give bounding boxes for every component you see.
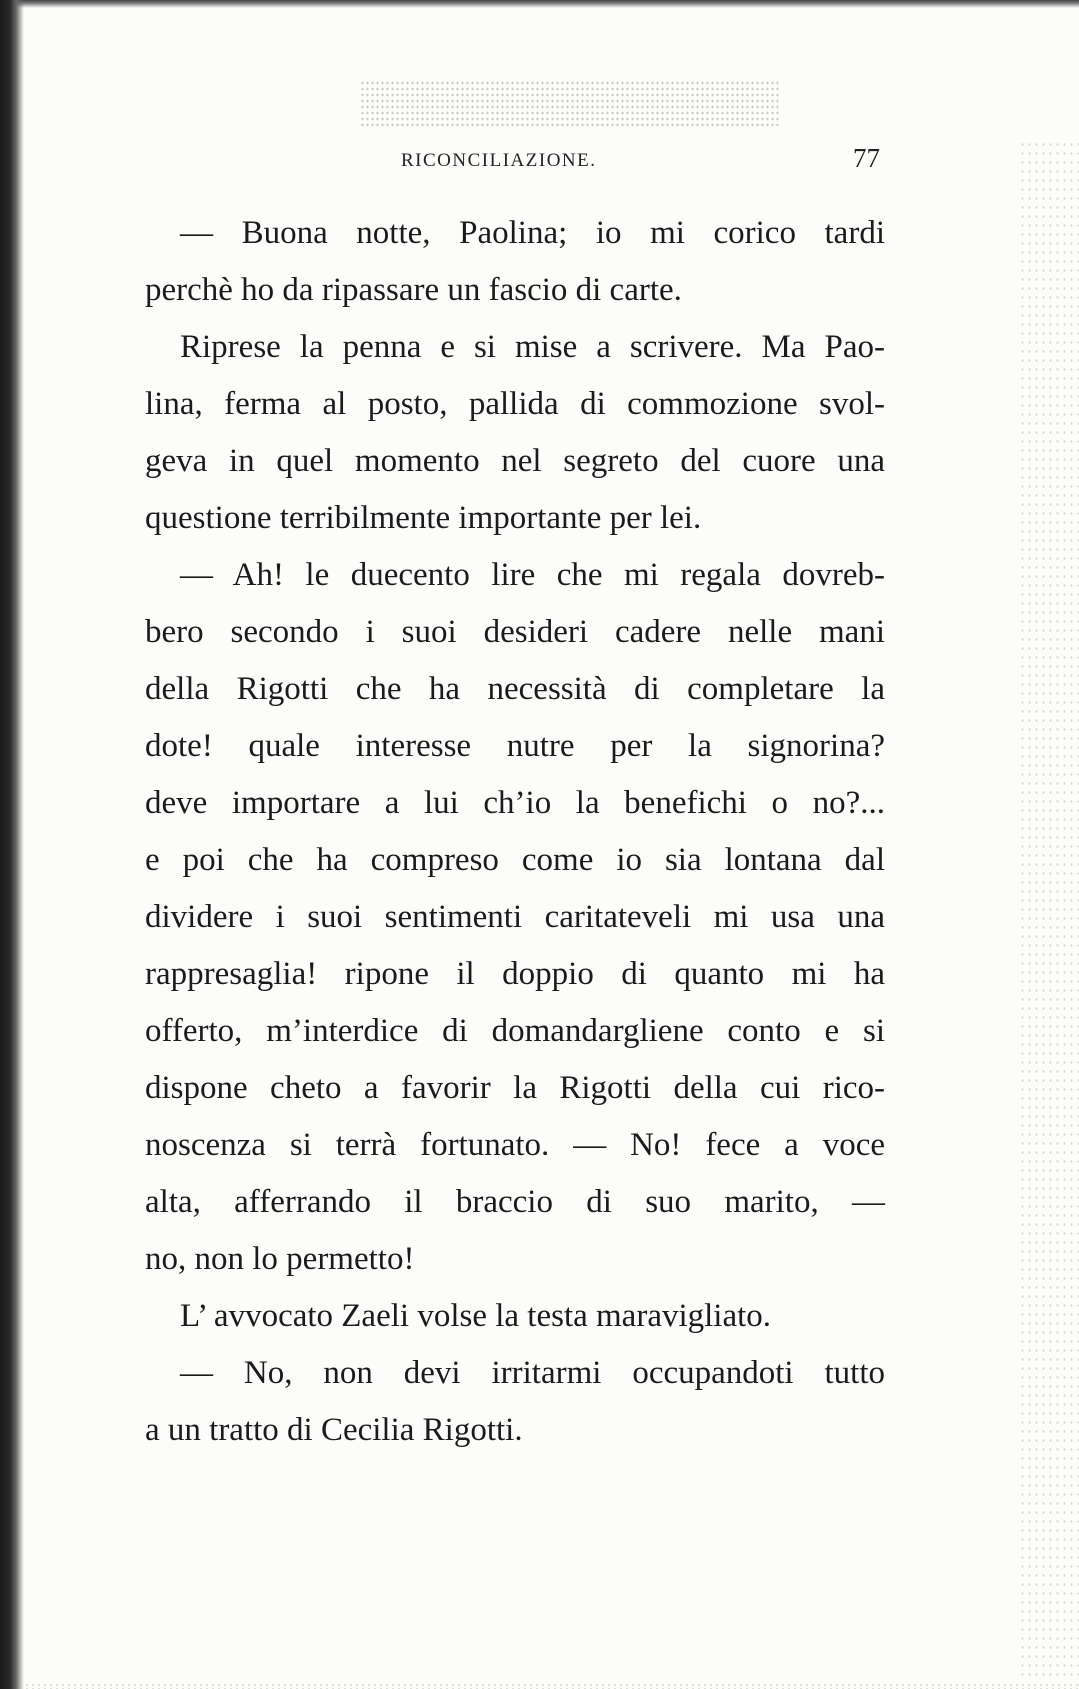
text-line: no, non lo permetto!: [145, 1241, 415, 1277]
text-line: — No, non devi irritarmi occupandoti tutto: [180, 1355, 885, 1391]
text-line: L’ avvocato Zaeli volse la testa maravigliato.: [180, 1298, 772, 1334]
book-binding-edge: [0, 0, 24, 1689]
text-line: rappresaglia! ripone il doppio di quanto mi ha: [145, 956, 885, 992]
text-line: offerto, m’interdice di domandargliene conto e si: [145, 1013, 885, 1049]
text-line: Riprese la penna e si mise a scrivere. Ma Pao-: [180, 329, 885, 365]
text-line: dispone cheto a favorir la Rigotti della cui rico-: [145, 1070, 885, 1106]
text-line: e poi che ha compreso come io sia lontana dal: [145, 842, 885, 878]
text-line: perchè ho da ripassare un fascio di carte.: [145, 272, 682, 308]
text-line: — Ah! le duecento lire che mi regala dovreb-: [180, 557, 885, 593]
text-line: a un tratto di Cecilia Rigotti.: [145, 1412, 523, 1448]
text-line: alta, afferrando il braccio di suo marito, —: [145, 1184, 885, 1220]
text-line: dividere i suoi sentimenti caritateveli mi usa una: [145, 899, 885, 935]
text-line: deve importare a lui ch’io la benefichi o no?...: [145, 785, 885, 821]
text-line: questione terribilmente importante per lei.: [145, 500, 702, 536]
text-line: della Rigotti che ha necessità di completare la: [145, 671, 885, 707]
body-text: [145, 205, 885, 1459]
running-head: RICONCILIAZIONE.: [401, 150, 597, 171]
page-top-edge: [0, 0, 1079, 8]
page-number: 77: [853, 143, 880, 173]
text-line: noscenza si terrà fortunato. — No! fece a voce: [145, 1127, 885, 1163]
scan-noise-right: [1019, 140, 1079, 1680]
page-bottom-edge: [24, 1683, 1079, 1689]
text-line: lina, ferma al posto, pallida di commozione svol-: [145, 386, 885, 422]
scan-noise-header: [360, 80, 780, 126]
text-line: — Buona notte, Paolina; io mi corico tardi: [180, 215, 885, 251]
text-line: dote! quale interesse nutre per la signorina?: [145, 728, 885, 764]
text-line: geva in quel momento nel segreto del cuore una: [145, 443, 885, 479]
text-line: bero secondo i suoi desideri cadere nelle mani: [145, 614, 885, 650]
